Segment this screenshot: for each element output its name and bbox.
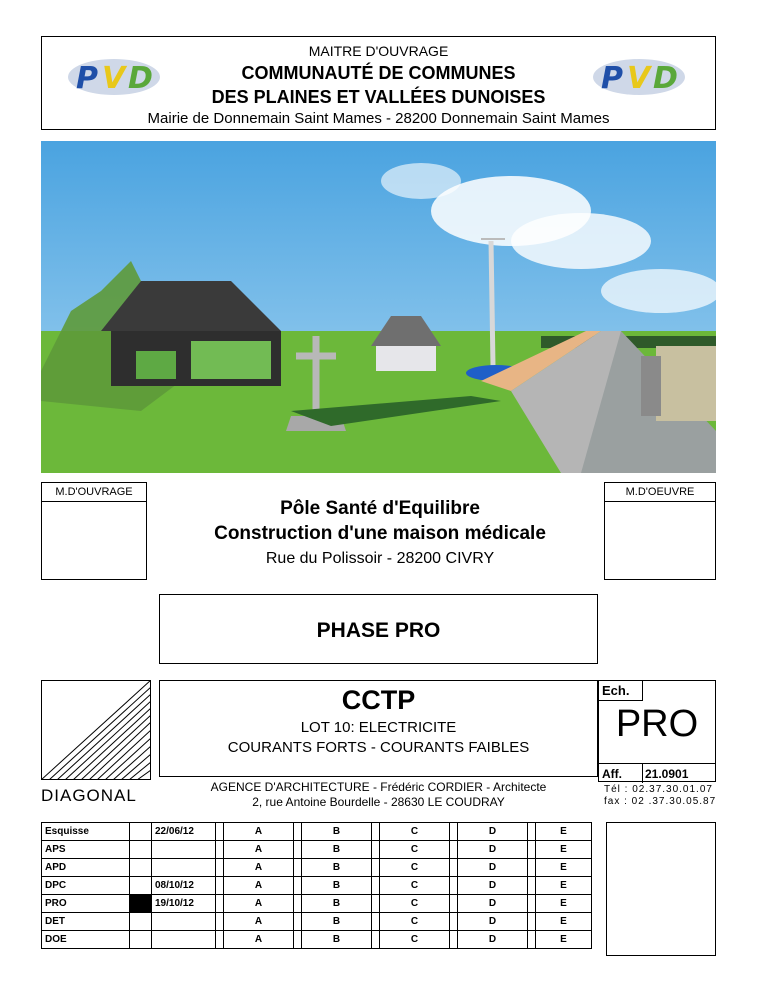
phase-name: DPC	[42, 877, 130, 895]
index-cell: C	[380, 895, 450, 913]
index-spacer	[294, 931, 302, 949]
scale-value: PRO	[615, 703, 699, 745]
index-spacer	[216, 823, 224, 841]
index-cell: D	[458, 877, 528, 895]
index-spacer	[294, 841, 302, 859]
affair-row	[599, 763, 715, 784]
index-spacer	[216, 931, 224, 949]
svg-text:D: D	[128, 61, 153, 96]
index-cell: B	[302, 895, 372, 913]
phase-status-marker	[130, 913, 152, 931]
phase-status-marker	[130, 859, 152, 877]
phase-status-marker	[130, 931, 152, 949]
svg-text:D: D	[653, 61, 678, 96]
phase-date: 19/10/12	[152, 895, 216, 913]
index-cell: D	[458, 913, 528, 931]
index-spacer	[216, 913, 224, 931]
index-cell: E	[536, 895, 592, 913]
project-address: Rue du Polissoir - 28200 CIVRY	[265, 550, 495, 567]
phase-name: DET	[42, 913, 130, 931]
index-spacer	[450, 931, 458, 949]
project-title-block	[150, 490, 610, 590]
index-spacer	[294, 913, 302, 931]
svg-text:P: P	[601, 61, 623, 96]
index-spacer	[450, 895, 458, 913]
index-cell: C	[380, 841, 450, 859]
document-type: CCTP	[341, 685, 416, 715]
index-spacer	[216, 841, 224, 859]
index-spacer	[294, 823, 302, 841]
svg-text:V: V	[102, 61, 126, 96]
agency-address: 2, rue Antoine Bourdelle - 28630 LE COUDRAY	[252, 795, 505, 809]
document-title-box	[159, 680, 598, 777]
agency-fax: fax : 02 .37.30.05.87	[604, 796, 717, 807]
index-cell: C	[380, 859, 450, 877]
index-cell: C	[380, 823, 450, 841]
index-spacer	[528, 913, 536, 931]
index-spacer	[528, 841, 536, 859]
phase-date: 08/10/12	[152, 877, 216, 895]
index-cell: E	[536, 931, 592, 949]
phase-status-marker	[130, 895, 152, 913]
affair-label: Aff.	[599, 764, 643, 783]
index-spacer	[372, 877, 380, 895]
index-cell: A	[224, 877, 294, 895]
client-address: Mairie de Donnemain Saint Mames - 28200 Donnemain Saint Mames	[147, 110, 610, 127]
index-spacer	[372, 841, 380, 859]
index-spacer	[216, 877, 224, 895]
index-cell: A	[224, 859, 294, 877]
svg-text:P: P	[76, 61, 98, 96]
scale-box	[598, 680, 716, 782]
agency-contact	[604, 784, 716, 808]
index-cell: B	[302, 877, 372, 895]
agency-info	[159, 780, 598, 810]
md-ouvrage-box	[41, 482, 147, 580]
index-spacer	[450, 823, 458, 841]
client-name-line1: COMMUNAUTÉ DE COMMUNES	[241, 63, 516, 83]
index-cell: B	[302, 931, 372, 949]
index-spacer	[372, 823, 380, 841]
index-cell: D	[458, 823, 528, 841]
index-spacer	[450, 859, 458, 877]
phase-name: DOE	[42, 931, 130, 949]
phase-name: APS	[42, 841, 130, 859]
architectural-rendering	[41, 141, 716, 473]
index-cell: E	[536, 841, 592, 859]
phase-date: 22/06/12	[152, 823, 216, 841]
document-lot: LOT 10: ELECTRICITE	[300, 719, 457, 736]
client-header	[41, 36, 716, 130]
document-subtitle: COURANTS FORTS - COURANTS FAIBLES	[227, 739, 530, 756]
index-spacer	[528, 823, 536, 841]
index-cell: A	[224, 841, 294, 859]
phase-row	[42, 895, 592, 913]
index-spacer	[294, 895, 302, 913]
phase-row	[42, 931, 592, 949]
index-cell: C	[380, 913, 450, 931]
index-spacer	[450, 841, 458, 859]
phase-status-marker	[130, 823, 152, 841]
index-spacer	[372, 859, 380, 877]
phase-row	[42, 877, 592, 895]
agency-name: AGENCE D'ARCHITECTURE - Frédéric CORDIER - Architecte	[210, 780, 547, 794]
index-spacer	[528, 859, 536, 877]
index-spacer	[294, 859, 302, 877]
index-cell: B	[302, 859, 372, 877]
index-spacer	[450, 913, 458, 931]
index-cell: D	[458, 841, 528, 859]
phase-date	[152, 913, 216, 931]
index-spacer	[372, 913, 380, 931]
client-role: MAITRE D'OUVRAGE	[308, 43, 449, 59]
index-spacer	[528, 931, 536, 949]
index-cell: C	[380, 877, 450, 895]
phase-label: PHASE PRO	[316, 619, 441, 642]
phase-row	[42, 823, 592, 841]
diagonal-logo-text: DIAGONAL	[41, 786, 137, 805]
notes-box	[606, 822, 716, 956]
index-cell: A	[224, 931, 294, 949]
phase-status-marker	[130, 841, 152, 859]
index-cell: E	[536, 913, 592, 931]
index-cell: D	[458, 859, 528, 877]
index-cell: B	[302, 913, 372, 931]
index-cell: E	[536, 877, 592, 895]
phase-date	[152, 931, 216, 949]
index-cell: A	[224, 823, 294, 841]
scale-label: Ech.	[599, 681, 643, 701]
project-name: Pôle Santé d'Equilibre	[280, 498, 480, 519]
agency-phone: Tél : 02.37.30.01.07	[604, 784, 713, 795]
phase-status-marker	[130, 877, 152, 895]
index-spacer	[294, 877, 302, 895]
phase-date	[152, 841, 216, 859]
diagonal-logo-graphic	[41, 680, 151, 780]
project-description: Construction d'une maison médicale	[214, 523, 546, 544]
client-name-line2: DES PLAINES ET VALLÉES DUNOISES	[211, 87, 546, 107]
phase-box	[159, 594, 598, 664]
phase-row	[42, 841, 592, 859]
index-spacer	[372, 895, 380, 913]
index-spacer	[216, 859, 224, 877]
index-cell: D	[458, 895, 528, 913]
index-spacer	[450, 877, 458, 895]
md-oeuvre-box	[604, 482, 716, 580]
md-ouvrage-label: M.D'OUVRAGE	[42, 483, 146, 502]
index-cell: B	[302, 841, 372, 859]
svg-text:V: V	[627, 61, 651, 96]
index-cell: A	[224, 913, 294, 931]
index-spacer	[528, 877, 536, 895]
phases-table	[41, 822, 592, 949]
index-spacer	[528, 895, 536, 913]
md-oeuvre-label: M.D'OEUVRE	[605, 483, 715, 502]
phase-name: PRO	[42, 895, 130, 913]
phase-row	[42, 859, 592, 877]
index-spacer	[372, 931, 380, 949]
affair-number: 21.0901	[645, 767, 689, 781]
phase-date	[152, 859, 216, 877]
index-cell: C	[380, 931, 450, 949]
phase-name: Esquisse	[42, 823, 130, 841]
index-spacer	[216, 895, 224, 913]
phase-name: APD	[42, 859, 130, 877]
index-cell: B	[302, 823, 372, 841]
index-cell: E	[536, 859, 592, 877]
index-cell: A	[224, 895, 294, 913]
phase-row	[42, 913, 592, 931]
index-cell: E	[536, 823, 592, 841]
index-cell: D	[458, 931, 528, 949]
